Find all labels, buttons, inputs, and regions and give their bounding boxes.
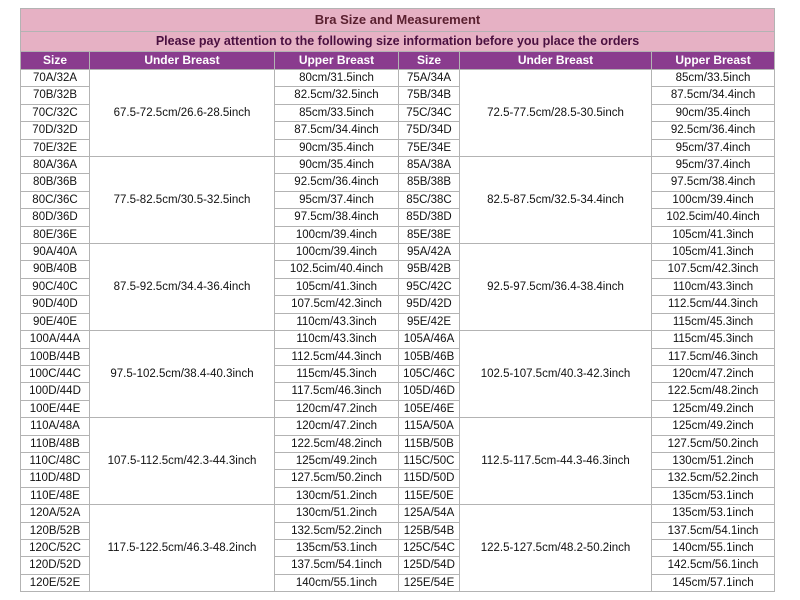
upper-breast-left-cell: 140cm/55.1inch [275,575,398,591]
under-breast-right-cell: 112.5-117.5cm-44.3-46.3inch [460,418,651,504]
upper-breast-left-cell: 87.5cm/34.4inch [275,122,398,138]
upper-breast-right-cell: 95cm/37.4inch [652,157,774,173]
upper-breast-right-cell: 97.5cm/38.4inch [652,174,774,190]
under-breast-left-cell: 87.5-92.5cm/34.4-36.4inch [90,244,274,330]
under-breast-right-cell: 102.5-107.5cm/40.3-42.3inch [460,331,651,417]
upper-breast-right-cell: 135cm/53.1inch [652,505,774,521]
upper-breast-right-cell: 92.5cm/36.4inch [652,122,774,138]
size-right-cell: 75D/34D [399,122,459,138]
upper-breast-right-cell: 142.5cm/56.1inch [652,557,774,573]
size-left-cell: 90E/40E [21,314,89,330]
size-right-cell: 105B/46B [399,349,459,365]
size-left-cell: 80E/36E [21,227,89,243]
size-right-cell: 115E/50E [399,488,459,504]
size-right-cell: 75E/34E [399,140,459,156]
header-under-breast-right: Under Breast [460,52,651,69]
size-right-cell: 85D/38D [399,209,459,225]
upper-breast-right-cell: 137.5cm/54.1inch [652,523,774,539]
size-right-cell: 75A/34A [399,70,459,86]
table-row [21,244,774,260]
size-left-cell: 100C/44C [21,366,89,382]
upper-breast-right-cell: 107.5cm/42.3inch [652,261,774,277]
size-left-cell: 80A/36A [21,157,89,173]
size-left-cell: 110E/48E [21,488,89,504]
upper-breast-right-cell: 132.5cm/52.2inch [652,470,774,486]
upper-breast-left-cell: 132.5cm/52.2inch [275,523,398,539]
upper-breast-left-cell: 112.5cm/44.3inch [275,349,398,365]
under-breast-right-cell: 72.5-77.5cm/28.5-30.5inch [460,70,651,156]
size-right-cell: 115C/50C [399,453,459,469]
header-upper-breast-right: Upper Breast [652,52,774,69]
size-left-cell: 110D/48D [21,470,89,486]
upper-breast-left-cell: 130cm/51.2inch [275,488,398,504]
header-upper-breast-left: Upper Breast [275,52,398,69]
size-left-cell: 110C/48C [21,453,89,469]
upper-breast-left-cell: 90cm/35.4inch [275,157,398,173]
header-row [21,52,774,69]
size-left-cell: 90A/40A [21,244,89,260]
size-left-cell: 90D/40D [21,296,89,312]
upper-breast-left-cell: 122.5cm/48.2inch [275,436,398,452]
upper-breast-right-cell: 125cm/49.2inch [652,418,774,434]
notice-row [21,32,774,51]
upper-breast-left-cell: 102.5cim/40.4inch [275,261,398,277]
upper-breast-left-cell: 115cm/45.3inch [275,366,398,382]
upper-breast-left-cell: 137.5cm/54.1inch [275,557,398,573]
upper-breast-left-cell: 100cm/39.4inch [275,244,398,260]
size-left-cell: 120B/52B [21,523,89,539]
size-left-cell: 100A/44A [21,331,89,347]
title-row [21,9,774,31]
upper-breast-left-cell: 130cm/51.2inch [275,505,398,521]
upper-breast-right-cell: 130cm/51.2inch [652,453,774,469]
upper-breast-left-cell: 92.5cm/36.4inch [275,174,398,190]
upper-breast-right-cell: 90cm/35.4inch [652,105,774,121]
upper-breast-left-cell: 100cm/39.4inch [275,227,398,243]
under-breast-right-cell: 122.5-127.5cm/48.2-50.2inch [460,505,651,591]
size-table [20,8,775,592]
upper-breast-right-cell: 115cm/45.3inch [652,314,774,330]
header-under-breast-left: Under Breast [90,52,274,69]
size-left-cell: 110A/48A [21,418,89,434]
upper-breast-right-cell: 110cm/43.3inch [652,279,774,295]
upper-breast-right-cell: 115cm/45.3inch [652,331,774,347]
upper-breast-right-cell: 105cm/41.3inch [652,227,774,243]
size-left-cell: 120C/52C [21,540,89,556]
size-right-cell: 95D/42D [399,296,459,312]
size-right-cell: 95B/42B [399,261,459,277]
header-size-right: Size [399,52,459,69]
size-left-cell: 110B/48B [21,436,89,452]
size-left-cell: 80D/36D [21,209,89,225]
upper-breast-left-cell: 97.5cm/38.4inch [275,209,398,225]
size-left-cell: 120E/52E [21,575,89,591]
size-right-cell: 105D/46D [399,383,459,399]
upper-breast-right-cell: 120cm/47.2inch [652,366,774,382]
under-breast-left-cell: 107.5-112.5cm/42.3-44.3inch [90,418,274,504]
under-breast-left-cell: 77.5-82.5cm/30.5-32.5inch [90,157,274,243]
upper-breast-left-cell: 110cm/43.3inch [275,314,398,330]
upper-breast-right-cell: 95cm/37.4inch [652,140,774,156]
upper-breast-right-cell: 122.5cm/48.2inch [652,383,774,399]
size-right-cell: 85C/38C [399,192,459,208]
size-left-cell: 80B/36B [21,174,89,190]
order-notice: Please pay attention to the following size information before you place the orders [21,32,774,51]
size-right-cell: 105C/46C [399,366,459,382]
size-right-cell: 75B/34B [399,87,459,103]
table-row [21,70,774,86]
size-right-cell: 115D/50D [399,470,459,486]
size-right-cell: 75C/34C [399,105,459,121]
under-breast-left-cell: 67.5-72.5cm/26.6-28.5inch [90,70,274,156]
upper-breast-left-cell: 135cm/53.1inch [275,540,398,556]
size-left-cell: 90B/40B [21,261,89,277]
upper-breast-right-cell: 135cm/53.1inch [652,488,774,504]
size-left-cell: 100E/44E [21,401,89,417]
table-row [21,418,774,434]
size-left-cell: 70A/32A [21,70,89,86]
page-title: Bra Size and Measurement [21,9,774,31]
size-right-cell: 125B/54B [399,523,459,539]
upper-breast-left-cell: 107.5cm/42.3inch [275,296,398,312]
upper-breast-left-cell: 85cm/33.5inch [275,105,398,121]
size-right-cell: 125A/54A [399,505,459,521]
upper-breast-left-cell: 120cm/47.2inch [275,401,398,417]
upper-breast-right-cell: 140cm/55.1inch [652,540,774,556]
upper-breast-left-cell: 105cm/41.3inch [275,279,398,295]
header-size-left: Size [21,52,89,69]
size-left-cell: 70D/32D [21,122,89,138]
size-right-cell: 85B/38B [399,174,459,190]
size-left-cell: 70B/32B [21,87,89,103]
upper-breast-left-cell: 95cm/37.4inch [275,192,398,208]
table-row [21,331,774,347]
upper-breast-right-cell: 102.5cim/40.4inch [652,209,774,225]
upper-breast-right-cell: 87.5cm/34.4inch [652,87,774,103]
table-row [21,157,774,173]
size-left-cell: 70E/32E [21,140,89,156]
upper-breast-right-cell: 112.5cm/44.3inch [652,296,774,312]
size-right-cell: 105E/46E [399,401,459,417]
size-right-cell: 95A/42A [399,244,459,260]
upper-breast-left-cell: 110cm/43.3inch [275,331,398,347]
upper-breast-left-cell: 120cm/47.2inch [275,418,398,434]
size-right-cell: 115A/50A [399,418,459,434]
upper-breast-left-cell: 117.5cm/46.3inch [275,383,398,399]
size-right-cell: 85A/38A [399,157,459,173]
upper-breast-right-cell: 125cm/49.2inch [652,401,774,417]
upper-breast-left-cell: 80cm/31.5inch [275,70,398,86]
size-left-cell: 120A/52A [21,505,89,521]
upper-breast-left-cell: 82.5cm/32.5inch [275,87,398,103]
size-right-cell: 95C/42C [399,279,459,295]
upper-breast-left-cell: 90cm/35.4inch [275,140,398,156]
upper-breast-right-cell: 105cm/41.3inch [652,244,774,260]
size-left-cell: 90C/40C [21,279,89,295]
upper-breast-right-cell: 117.5cm/46.3inch [652,349,774,365]
upper-breast-left-cell: 127.5cm/50.2inch [275,470,398,486]
under-breast-right-cell: 92.5-97.5cm/36.4-38.4inch [460,244,651,330]
size-left-cell: 70C/32C [21,105,89,121]
under-breast-right-cell: 82.5-87.5cm/32.5-34.4inch [460,157,651,243]
size-right-cell: 95E/42E [399,314,459,330]
size-left-cell: 100D/44D [21,383,89,399]
size-right-cell: 125E/54E [399,575,459,591]
size-right-cell: 105A/46A [399,331,459,347]
table-row [21,505,774,521]
under-breast-left-cell: 97.5-102.5cm/38.4-40.3inch [90,331,274,417]
size-left-cell: 120D/52D [21,557,89,573]
size-right-cell: 125C/54C [399,540,459,556]
size-right-cell: 115B/50B [399,436,459,452]
size-chart [20,8,775,592]
size-left-cell: 100B/44B [21,349,89,365]
upper-breast-right-cell: 85cm/33.5inch [652,70,774,86]
size-right-cell: 125D/54D [399,557,459,573]
under-breast-left-cell: 117.5-122.5cm/46.3-48.2inch [90,505,274,591]
size-left-cell: 80C/36C [21,192,89,208]
upper-breast-left-cell: 125cm/49.2inch [275,453,398,469]
upper-breast-right-cell: 100cm/39.4inch [652,192,774,208]
size-right-cell: 85E/38E [399,227,459,243]
upper-breast-right-cell: 145cm/57.1inch [652,575,774,591]
upper-breast-right-cell: 127.5cm/50.2inch [652,436,774,452]
